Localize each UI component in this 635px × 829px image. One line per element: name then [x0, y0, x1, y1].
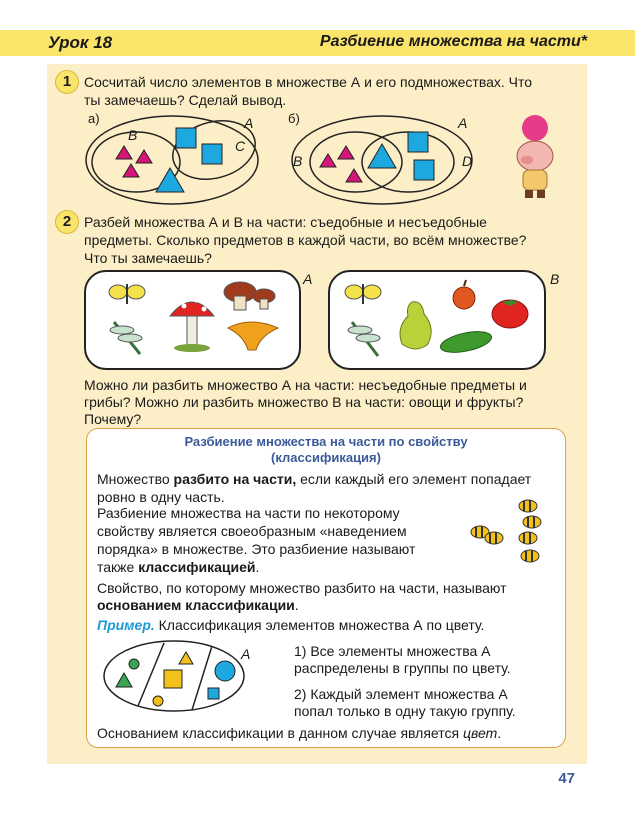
point-2-line-1: 2) Каждый элемент множества А — [294, 686, 508, 702]
apple-icon — [453, 280, 475, 309]
set-b-label: В — [550, 271, 560, 287]
green-circle — [129, 659, 139, 669]
bee-icon — [519, 532, 537, 544]
piglet-snout — [521, 156, 533, 164]
point-2-line-2: попал только в одну такую группу. — [294, 703, 516, 719]
boletus-icon — [224, 282, 275, 310]
part-a-label: а) — [88, 111, 100, 126]
chanterelle-icon — [228, 322, 278, 350]
example-line: Пример. Классификация элементов множества А по цвету. — [97, 617, 485, 633]
bee-icon — [521, 550, 539, 562]
fly-agaric-icon — [170, 298, 214, 353]
magenta-triangle — [320, 154, 336, 167]
task-2-line-1: Разбей множества А и В на части: съедобные и несъедобные — [84, 214, 487, 230]
rule-paragraph-2-line-3: порядка» в множестве. Это разбиение называют — [97, 541, 416, 557]
label-b: В — [128, 127, 138, 143]
rule-title-line-1: Разбиение множества на части по свойству — [184, 434, 468, 449]
point-1-line-2: распределены в группы по цвету. — [294, 660, 511, 676]
divider-line — [192, 646, 212, 710]
blue-triangle — [368, 144, 396, 168]
question-line-1: Можно ли разбить множество А на части: несъедобные предметы и — [84, 377, 527, 393]
bee-icon — [485, 532, 503, 544]
rule-paragraph-1-end: ровно в одну часть. — [97, 489, 225, 505]
magenta-triangle — [116, 146, 132, 159]
task-2-line-2: предметы. Сколько предметов в каждой части, во всём множестве? — [84, 232, 527, 248]
question-line-2: грибы? Можно ли разбить множество В на части: овощи и фрукты? — [84, 394, 524, 410]
lesson-number: Урок 18 — [48, 33, 113, 52]
blue-square — [208, 688, 219, 699]
magenta-triangle — [123, 164, 139, 177]
task-1-line-2: ты замечаешь? Сделай вывод. — [84, 92, 287, 108]
green-triangle — [116, 673, 132, 687]
label-a: А — [244, 115, 254, 131]
rule-paragraph-2-line-1: Разбиение множества на части по некоторому — [97, 505, 400, 521]
classification-diagram — [100, 638, 260, 714]
dragonfly-icon — [348, 322, 380, 356]
task-2-line-3: Что ты замечаешь? — [84, 250, 212, 266]
blue-square — [408, 132, 428, 152]
conclusion-line: Основанием классификации в данном случае является цвет. — [97, 725, 502, 741]
task-2-number: 2 — [55, 210, 79, 234]
page-number: 47 — [558, 770, 575, 787]
label-a: А — [458, 115, 468, 131]
rule-paragraph-1: Множество разбито на части, если каждый его элемент попадает — [97, 471, 532, 487]
bee-icon — [523, 516, 541, 528]
blue-circle — [215, 661, 235, 681]
magenta-triangle — [346, 169, 362, 182]
magenta-triangle — [338, 146, 354, 159]
rule-paragraph-3-line-1: Свойство, по которому множество разбито на части, называют — [97, 580, 507, 596]
piglet-illustration — [505, 112, 565, 202]
blue-square — [202, 144, 222, 164]
task-1-line-1: Сосчитай число элементов в множестве А и его подмножествах. Что — [84, 74, 533, 90]
piglet-shoe — [525, 190, 533, 198]
label-b: В — [293, 153, 303, 169]
question-line-3: Почему? — [84, 411, 142, 427]
pear-icon — [400, 302, 431, 349]
rule-paragraph-2-line-4: также классификацией. — [97, 559, 260, 575]
rule-paragraph-2-line-2: свойству является своеобразным «наведением — [97, 523, 407, 539]
point-1-line-1: 1) Все элементы множества А — [294, 643, 491, 659]
venn-diagram-a — [80, 112, 270, 208]
rule-paragraph-3-line-2: основанием классификации. — [97, 597, 299, 613]
part-b-label: б) — [288, 111, 300, 126]
butterfly-icon — [345, 284, 381, 304]
magenta-triangle — [136, 150, 152, 163]
butterfly-icon — [109, 284, 145, 304]
task-1-number: 1 — [55, 70, 79, 94]
blue-square — [176, 128, 196, 148]
yellow-circle — [153, 696, 163, 706]
pink-balloon — [522, 115, 548, 141]
rule-title-line-2: (классификация) — [271, 450, 381, 465]
diagram-set-label: А — [241, 646, 251, 662]
set-a-pictures — [100, 276, 290, 362]
tomato-icon — [492, 300, 528, 328]
lesson-title: Разбиение множества на части* — [319, 33, 587, 50]
set-b-pictures — [340, 276, 535, 362]
bee-icon — [519, 500, 537, 512]
yellow-square — [164, 670, 182, 688]
piglet-body — [523, 170, 547, 190]
set-a-label: А — [303, 271, 313, 287]
label-d: D — [462, 153, 473, 169]
label-c: С — [235, 138, 246, 154]
piglet-head — [517, 141, 553, 171]
cucumber-icon — [439, 328, 494, 356]
yellow-triangle — [179, 652, 193, 664]
blue-square — [414, 160, 434, 180]
example-label: Пример. — [97, 617, 155, 633]
venn-diagram-b — [284, 112, 484, 208]
dragonfly-icon — [110, 322, 142, 354]
piglet-shoe — [537, 190, 545, 198]
bees-illustration — [466, 496, 550, 572]
